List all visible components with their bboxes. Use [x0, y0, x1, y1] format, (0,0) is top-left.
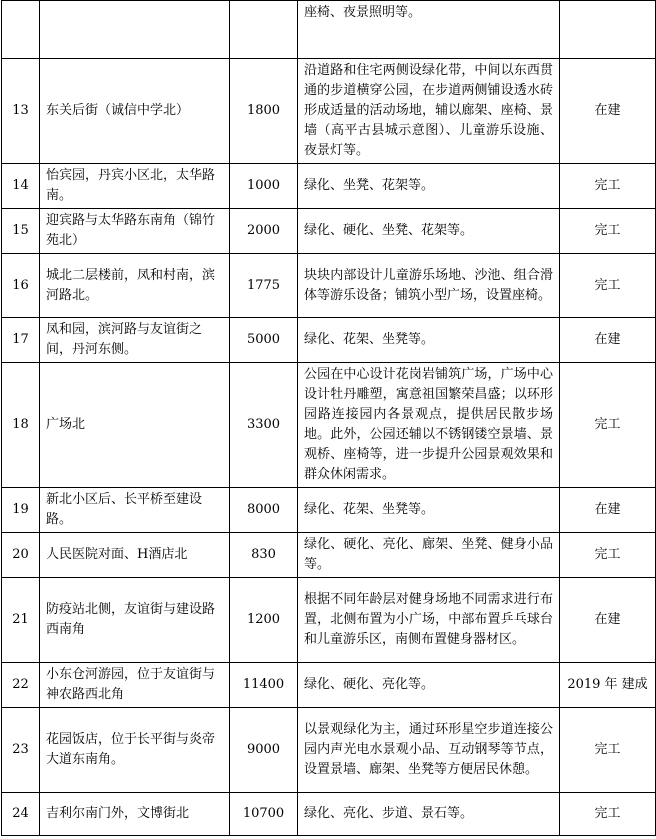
row-status: 完工 [560, 363, 656, 488]
row-area [230, 1, 298, 59]
row-area: 2000 [230, 209, 298, 254]
row-content: 座椅、夜景照明等。 [298, 1, 560, 59]
row-content: 绿化、花架、坐凳等。 [298, 488, 560, 533]
row-location: 凤和园，滨河路与友谊街之间，丹河东侧。 [40, 318, 230, 363]
table-row [2, 578, 656, 663]
row-location: 防疫站北侧，友谊街与建设路西南角 [40, 578, 230, 663]
row-content: 绿化、花架、坐凳等。 [298, 318, 560, 363]
row-content: 绿化、硬化、坐凳、花架等。 [298, 209, 560, 254]
row-number: 24 [2, 793, 40, 836]
row-status: 在建 [560, 318, 656, 363]
row-status: 在建 [560, 488, 656, 533]
row-number: 21 [2, 578, 40, 663]
row-location: 人民医院对面、H酒店北 [40, 533, 230, 578]
row-content: 绿化、硬化、亮化、廊架、坐凳、健身小品等。 [298, 533, 560, 578]
row-content: 绿化、硬化、亮化等。 [298, 663, 560, 708]
row-area: 1800 [230, 59, 298, 164]
table-row [2, 708, 656, 793]
row-area: 1000 [230, 164, 298, 209]
row-location: 怡宾园，丹宾小区北，太华路南。 [40, 164, 230, 209]
row-area: 10700 [230, 793, 298, 836]
row-location: 东关后街（诚信中学北） [40, 59, 230, 164]
table-row [2, 533, 656, 578]
row-content: 以景观绿化为主，通过环形星空步道连接公园内声光电水景观小品、互动钢琴等节点，设置景墙、廊架、坐凳等方便居民休憩。 [298, 708, 560, 793]
table-row [2, 164, 656, 209]
row-area: 1200 [230, 578, 298, 663]
table-row [2, 363, 656, 488]
row-location: 城北二层楼前，凤和村南，滨河路北。 [40, 254, 230, 318]
row-content: 绿化、坐凳、花架等。 [298, 164, 560, 209]
row-location: 广场北 [40, 363, 230, 488]
table-row [2, 59, 656, 164]
row-status: 完工 [560, 164, 656, 209]
row-number: 18 [2, 363, 40, 488]
row-status: 在建 [560, 578, 656, 663]
table-row [2, 318, 656, 363]
row-location: 小东仓河游园，位于友谊街与神农路西北角 [40, 663, 230, 708]
row-number: 13 [2, 59, 40, 164]
row-content: 公园在中心设计花岗岩铺筑广场，广场中心设计牡丹雕塑，寓意祖国繁荣昌盛；以环形园路连接园内各景观点，提供居民散步场地。此外，公园还辅以不锈钢镂空景墙、景观桥、座椅等，进一步提升公园景观效果和群众休闲需求。 [298, 363, 560, 488]
row-status [560, 1, 656, 59]
row-status: 完工 [560, 708, 656, 793]
row-content: 沿道路和住宅两侧设绿化带，中间以东西贯通的步道横穿公园，在步道两侧铺设透水砖形成适量的活动场地，辅以廊架、座椅、景墙（高平古县城示意图）、儿童游乐设施、夜景灯等。 [298, 59, 560, 164]
row-status: 完工 [560, 254, 656, 318]
row-number: 14 [2, 164, 40, 209]
row-number: 16 [2, 254, 40, 318]
row-number: 20 [2, 533, 40, 578]
row-location: 花园饭店，位于长平街与炎帝大道东南角。 [40, 708, 230, 793]
row-status: 在建 [560, 59, 656, 164]
table-row [2, 254, 656, 318]
row-area: 9000 [230, 708, 298, 793]
row-number [2, 1, 40, 59]
row-location: 迎宾路与太华路东南角（锦竹苑北） [40, 209, 230, 254]
row-area: 3300 [230, 363, 298, 488]
table-row [2, 209, 656, 254]
row-area: 5000 [230, 318, 298, 363]
parks-table [1, 0, 656, 836]
row-number: 15 [2, 209, 40, 254]
row-area: 830 [230, 533, 298, 578]
row-number: 23 [2, 708, 40, 793]
row-area: 11400 [230, 663, 298, 708]
row-status: 完工 [560, 793, 656, 836]
row-content: 绿化、亮化、步道、景石等。 [298, 793, 560, 836]
row-number: 22 [2, 663, 40, 708]
row-content: 根据不同年龄层对健身场地不同需求进行布置，北侧布置为小广场，中部布置乒乓球台和儿童游乐区，南侧布置健身器材区。 [298, 578, 560, 663]
row-location: 吉利尔南门外，文博街北 [40, 793, 230, 836]
table-row [2, 793, 656, 836]
row-status: 2019 年 建成 [560, 663, 656, 708]
row-location [40, 1, 230, 59]
table-row [2, 488, 656, 533]
row-status: 完工 [560, 209, 656, 254]
row-location: 新北小区后、长平桥至建设路。 [40, 488, 230, 533]
row-status: 完工 [560, 533, 656, 578]
row-number: 19 [2, 488, 40, 533]
table-row [2, 1, 656, 59]
row-content: 块块内部设计儿童游乐场地、沙池、组合滑体等游乐设备；铺筑小型广场，设置座椅。 [298, 254, 560, 318]
row-number: 17 [2, 318, 40, 363]
row-area: 1775 [230, 254, 298, 318]
table-row [2, 663, 656, 708]
row-area: 8000 [230, 488, 298, 533]
